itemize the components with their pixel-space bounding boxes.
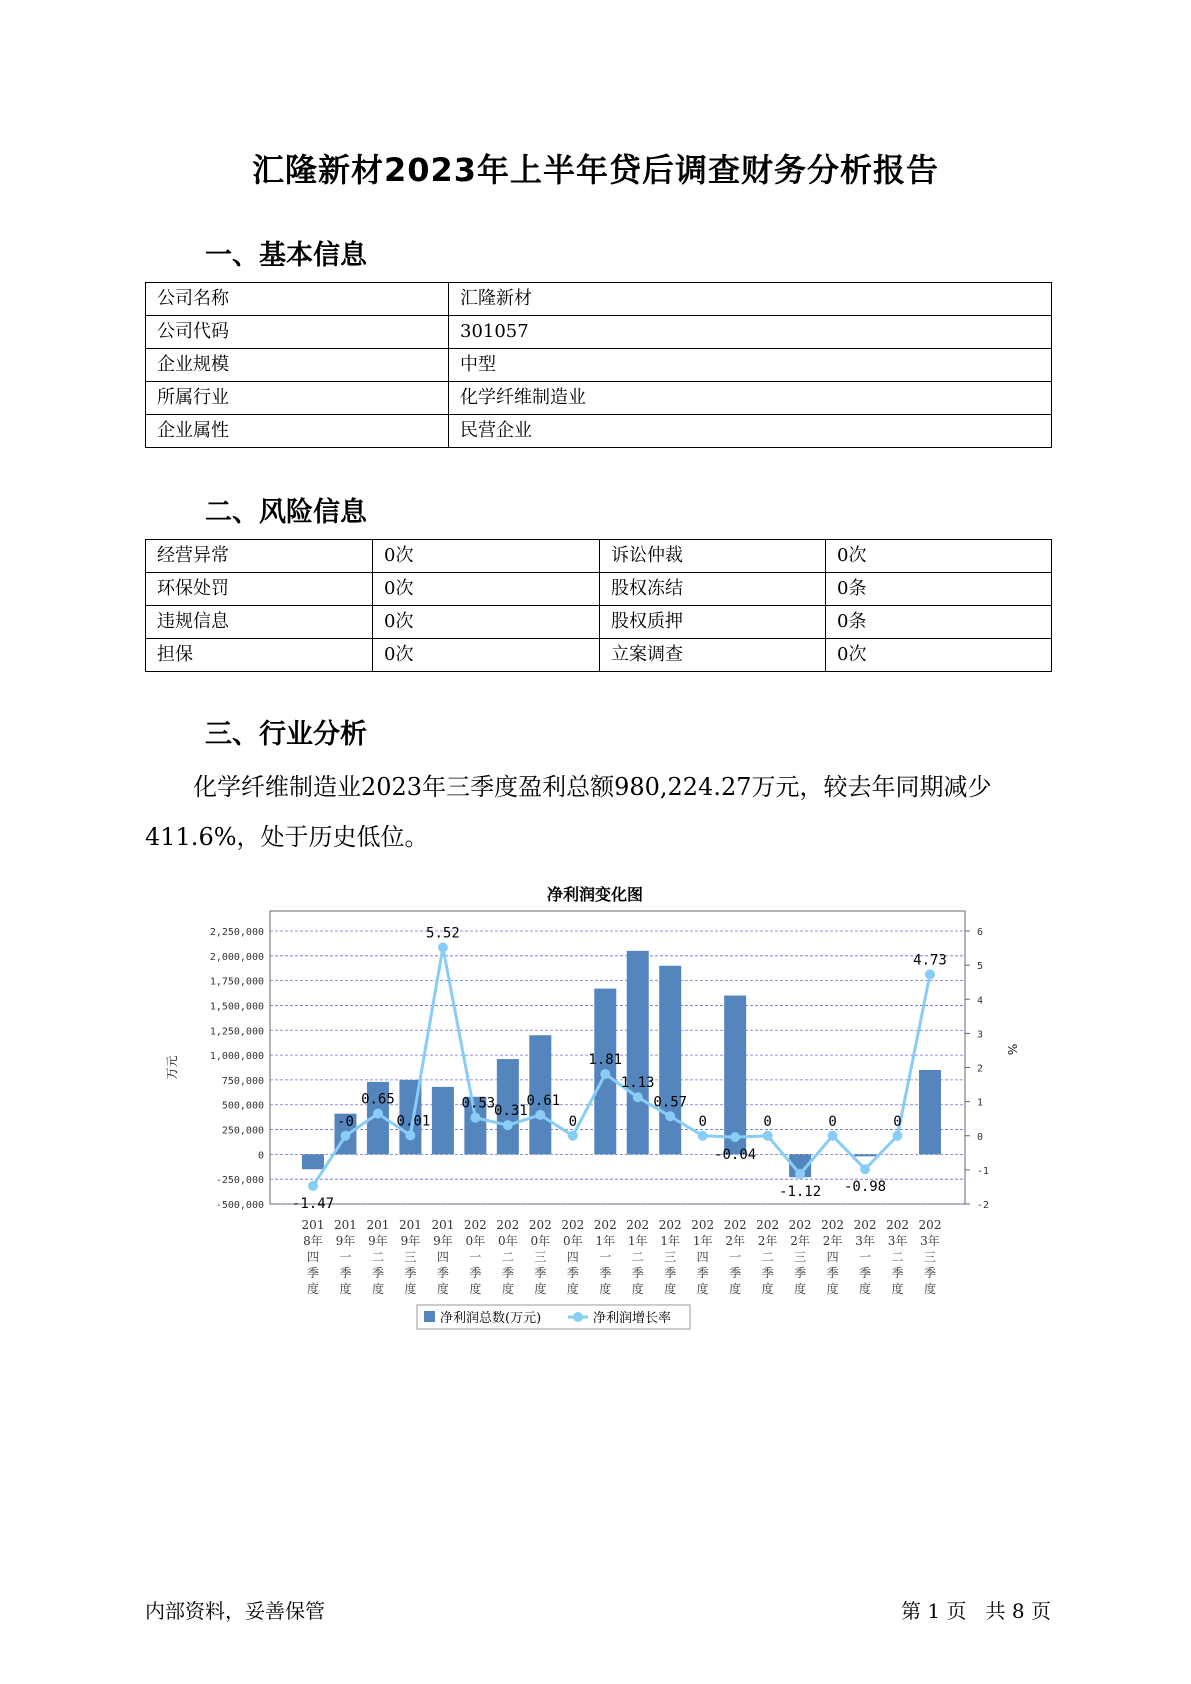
y2-tick-label: 5: [977, 961, 984, 973]
x-tick-label: 度: [371, 1282, 384, 1296]
basic-info-value: 301057: [449, 316, 1052, 349]
data-label: 0.53: [461, 1095, 496, 1112]
basic-info-label: 企业规模: [146, 349, 449, 382]
x-tick-label: 季: [404, 1266, 417, 1280]
growth-rate-point: [860, 1164, 870, 1174]
bar: [919, 1070, 941, 1154]
y-tick-label: 2,250,000: [209, 927, 264, 938]
y-tick-label: 2,000,000: [209, 951, 264, 963]
risk-info-value: 0条: [826, 573, 1052, 606]
x-tick-label: 度: [469, 1282, 482, 1296]
x-tick-label: 9年: [368, 1234, 388, 1248]
x-tick-label: 季: [436, 1266, 449, 1280]
x-tick-label: 3年: [920, 1234, 940, 1248]
x-tick-label: 202: [723, 1218, 747, 1232]
risk-info-value: 0次: [373, 540, 600, 573]
x-tick-label: 三: [664, 1250, 677, 1264]
x-tick-label: 一: [729, 1250, 742, 1264]
x-tick-label: 9年: [335, 1234, 356, 1248]
x-tick-label: 季: [729, 1266, 742, 1280]
x-tick-label: 三: [404, 1250, 417, 1264]
x-tick-label: 201: [366, 1218, 390, 1232]
y-tick-label: -500,000: [215, 1200, 264, 1211]
x-tick-label: 季: [599, 1266, 612, 1280]
data-label: 0: [763, 1113, 772, 1130]
x-tick-label: 3年: [887, 1234, 908, 1248]
basic-info-label: 企业属性: [146, 415, 449, 448]
x-tick-label: 202: [853, 1218, 877, 1232]
x-tick-label: 202: [496, 1218, 520, 1232]
x-tick-label: 一: [469, 1250, 482, 1264]
risk-info-row: [146, 639, 1052, 672]
bar: [432, 1087, 454, 1155]
growth-rate-point: [893, 1131, 903, 1141]
data-label: 0: [828, 1113, 837, 1130]
data-label: 0: [698, 1113, 707, 1130]
basic-info-label: 公司名称: [146, 283, 449, 316]
y-tick-label: 250,000: [221, 1125, 264, 1137]
basic-info-row: [146, 415, 1052, 448]
x-tick-label: 8年: [303, 1234, 323, 1248]
x-tick-label: 度: [306, 1282, 320, 1296]
x-tick-label: 度: [891, 1282, 904, 1296]
x-tick-label: 202: [561, 1218, 585, 1232]
data-label: -0: [337, 1113, 354, 1130]
x-tick-label: 202: [788, 1218, 812, 1232]
x-tick-label: 202: [658, 1218, 682, 1232]
x-tick-label: 季: [469, 1266, 482, 1280]
y2-tick-label: 0: [977, 1131, 984, 1143]
x-tick-label: 三: [534, 1250, 547, 1264]
growth-rate-point: [568, 1131, 578, 1141]
y2-axis-label: %: [1005, 1043, 1019, 1056]
x-tick-label: 季: [923, 1266, 937, 1280]
y2-tick-label: 3: [977, 1029, 984, 1041]
data-label: 5.52: [426, 925, 460, 942]
x-tick-label: 度: [534, 1282, 547, 1296]
data-label: 0.61: [526, 1092, 561, 1109]
growth-rate-point: [470, 1113, 480, 1123]
bar: [724, 996, 746, 1155]
x-tick-label: 季: [664, 1266, 677, 1280]
x-tick-label: 202: [593, 1218, 617, 1232]
risk-info-label: 环保处罚: [146, 573, 373, 606]
x-tick-label: 季: [371, 1266, 384, 1280]
x-tick-label: 202: [918, 1218, 942, 1232]
basic-info-value: 汇隆新材: [449, 283, 1052, 316]
basic-info-value: 化学纤维制造业: [449, 382, 1052, 415]
risk-info-label: 立案调查: [600, 639, 826, 672]
x-tick-label: 一: [339, 1250, 352, 1264]
report-title: 汇隆新材2023年上半年贷后调查财务分析报告: [251, 151, 940, 189]
x-tick-label: 二: [631, 1250, 644, 1264]
risk-info-label: 诉讼仲裁: [600, 540, 826, 573]
bar: [302, 1154, 324, 1169]
data-label: 0.57: [653, 1094, 688, 1111]
bar: [627, 951, 649, 1155]
growth-rate-point: [600, 1069, 610, 1079]
risk-info-value: 0次: [826, 540, 1052, 573]
growth-rate-point: [405, 1130, 415, 1140]
risk-info-label: 股权冻结: [600, 573, 826, 606]
x-tick-label: 度: [761, 1282, 774, 1296]
y2-tick-label: 2: [977, 1063, 984, 1075]
x-tick-label: 四: [826, 1250, 839, 1264]
legend-line-label: 净利润增长率: [593, 1311, 672, 1326]
bar: [854, 1154, 876, 1156]
x-tick-label: 0年: [465, 1234, 486, 1248]
x-tick-label: 二: [891, 1250, 904, 1264]
growth-rate-point: [665, 1111, 675, 1121]
y-tick-label: 750,000: [221, 1075, 264, 1087]
x-tick-label: 3年: [855, 1234, 875, 1248]
x-tick-label: 季: [631, 1266, 644, 1280]
x-tick-label: 202: [821, 1218, 845, 1232]
legend-bar-swatch: [424, 1311, 435, 1322]
risk-info-label: 担保: [146, 639, 373, 672]
net-profit-chart-svg: [160, 876, 1030, 1336]
growth-rate-point: [308, 1181, 318, 1191]
x-tick-label: 202: [528, 1218, 552, 1232]
x-tick-label: 202: [691, 1218, 715, 1232]
x-tick-label: 度: [566, 1282, 579, 1296]
y-tick-label: 1,500,000: [209, 1001, 264, 1013]
y2-tick-label: 4: [977, 995, 984, 1007]
x-tick-label: 度: [631, 1282, 644, 1296]
x-tick-label: 二: [371, 1250, 384, 1264]
growth-rate-point: [698, 1131, 708, 1141]
x-tick-label: 四: [566, 1250, 579, 1264]
x-tick-label: 一: [599, 1250, 612, 1264]
growth-rate-point: [503, 1120, 513, 1130]
risk-info-table: [145, 539, 1052, 672]
x-tick-label: 202: [463, 1218, 487, 1232]
x-tick-label: 季: [761, 1266, 774, 1280]
basic-info-row: [146, 316, 1052, 349]
x-tick-label: 2年: [725, 1234, 745, 1248]
x-tick-label: 季: [306, 1266, 320, 1280]
y-tick-label: 0: [257, 1150, 264, 1162]
x-tick-label: 2年: [757, 1234, 778, 1248]
basic-info-row: [146, 382, 1052, 415]
x-tick-label: 度: [826, 1282, 839, 1296]
x-tick-label: 度: [599, 1282, 612, 1296]
risk-info-value: 0次: [373, 606, 600, 639]
x-tick-label: 度: [794, 1282, 807, 1296]
x-tick-label: 季: [534, 1266, 547, 1280]
growth-rate-point: [925, 969, 935, 979]
y2-tick-label: -2: [977, 1200, 990, 1211]
x-tick-label: 度: [664, 1282, 677, 1296]
x-tick-label: 季: [566, 1266, 579, 1280]
x-tick-label: 1年: [692, 1234, 713, 1248]
y2-tick-label: 1: [977, 1097, 984, 1109]
data-label: 0: [568, 1113, 578, 1130]
x-tick-label: 季: [696, 1266, 709, 1280]
growth-rate-point: [730, 1132, 740, 1142]
x-tick-label: 三: [794, 1250, 807, 1264]
x-tick-label: 度: [859, 1282, 872, 1296]
y-tick-label: 500,000: [221, 1100, 264, 1112]
risk-info-value: 0次: [826, 639, 1052, 672]
x-tick-label: 1年: [627, 1234, 648, 1248]
basic-info-label: 公司代码: [146, 316, 449, 349]
basic-info-table: [145, 282, 1052, 448]
chart-title: 净利润变化图: [546, 885, 644, 904]
y-tick-label: 1,000,000: [209, 1051, 264, 1063]
basic-info-value: 中型: [449, 349, 1052, 382]
y2-tick-label: 6: [977, 927, 984, 938]
growth-rate-point: [828, 1131, 838, 1141]
x-tick-label: 0年: [498, 1234, 518, 1248]
growth-rate-point: [340, 1131, 350, 1141]
x-tick-label: 1年: [595, 1234, 616, 1248]
risk-info-value: 0次: [373, 573, 600, 606]
risk-info-row: [146, 573, 1052, 606]
basic-info-label: 所属行业: [146, 382, 449, 415]
data-label: 1.81: [588, 1051, 623, 1068]
x-tick-label: 度: [501, 1282, 514, 1296]
industry-paragraph: 化学纤维制造业2023年三季度盈利总额980,224.27万元，较去年同期减少411.6%，处于历史低位。: [145, 773, 992, 851]
growth-rate-point: [535, 1110, 545, 1120]
footer-page-number: 第 1 页 共 8 页: [901, 1599, 1051, 1623]
x-tick-label: 度: [729, 1282, 742, 1296]
data-label: 4.73: [913, 952, 947, 969]
risk-info-label: 违规信息: [146, 606, 373, 639]
x-tick-label: 季: [501, 1266, 514, 1280]
net-profit-chart: [160, 876, 1030, 1336]
x-tick-label: 2年: [822, 1234, 843, 1248]
growth-rate-point: [438, 942, 448, 952]
y2-tick-label: -1: [977, 1165, 990, 1177]
x-tick-label: 度: [339, 1282, 352, 1296]
data-label: 0.31: [493, 1103, 528, 1120]
x-tick-label: 度: [436, 1282, 449, 1296]
footer-confidential: 内部资料，妥善保管: [145, 1599, 325, 1623]
data-label: 0.65: [361, 1091, 395, 1108]
x-tick-label: 9年: [433, 1234, 453, 1248]
x-tick-label: 季: [891, 1266, 904, 1280]
x-tick-label: 度: [696, 1282, 709, 1296]
risk-info-row: [146, 606, 1052, 639]
x-tick-label: 三: [923, 1250, 937, 1264]
x-tick-label: 201: [431, 1218, 455, 1232]
data-label: 0.01: [396, 1113, 431, 1130]
risk-info-label: 经营异常: [146, 540, 373, 573]
x-tick-label: 201: [301, 1218, 325, 1232]
basic-info-value: 民营企业: [449, 415, 1052, 448]
x-tick-label: 季: [794, 1266, 807, 1280]
data-label: 0: [893, 1113, 902, 1130]
growth-rate-point: [633, 1092, 643, 1102]
section-heading-industry: 三、行业分析: [205, 719, 367, 750]
risk-info-row: [146, 540, 1052, 573]
x-tick-label: 季: [859, 1266, 872, 1280]
growth-rate-point: [795, 1169, 805, 1179]
risk-info-label: 股权质押: [600, 606, 826, 639]
y-tick-label: 1,250,000: [209, 1026, 264, 1038]
x-tick-label: 季: [339, 1266, 352, 1280]
x-tick-label: 季: [826, 1266, 839, 1280]
x-tick-label: 201: [334, 1218, 357, 1232]
x-tick-label: 一: [859, 1250, 872, 1264]
legend-line-marker: [573, 1312, 583, 1322]
data-label: -0.04: [714, 1147, 757, 1164]
risk-info-value: 0次: [373, 639, 600, 672]
y-tick-label: 1,750,000: [209, 976, 264, 988]
data-label: -1.12: [779, 1183, 822, 1200]
section-heading-risk: 二、风险信息: [205, 497, 367, 528]
x-tick-label: 二: [761, 1250, 774, 1264]
basic-info-row: [146, 349, 1052, 382]
x-tick-label: 度: [923, 1282, 937, 1296]
x-tick-label: 四: [436, 1250, 449, 1264]
data-label: 1.13: [620, 1075, 655, 1092]
legend-bar-label: 净利润总数(万元): [440, 1311, 542, 1326]
data-label: -1.47: [291, 1195, 335, 1212]
x-tick-label: 2年: [790, 1234, 810, 1248]
bar: [659, 966, 681, 1155]
x-tick-label: 四: [696, 1250, 709, 1264]
basic-info-row: [146, 283, 1052, 316]
x-tick-label: 二: [501, 1250, 514, 1264]
x-tick-label: 四: [306, 1250, 320, 1264]
risk-info-value: 0条: [826, 606, 1052, 639]
section-heading-basic: 一、基本信息: [205, 240, 367, 271]
x-tick-label: 度: [404, 1282, 417, 1296]
x-tick-label: 9年: [400, 1234, 421, 1248]
x-tick-label: 0年: [562, 1234, 583, 1248]
y-axis-label: 万元: [165, 1055, 179, 1080]
data-label: -0.98: [843, 1179, 887, 1196]
x-tick-label: 1年: [660, 1234, 681, 1248]
x-tick-label: 202: [626, 1218, 650, 1232]
y-tick-label: -250,000: [215, 1175, 264, 1187]
x-tick-label: 0年: [530, 1234, 551, 1248]
x-tick-label: 202: [886, 1218, 909, 1232]
growth-rate-point: [373, 1109, 383, 1119]
growth-rate-point: [763, 1131, 773, 1141]
x-tick-label: 201: [398, 1218, 422, 1232]
x-tick-label: 202: [756, 1218, 780, 1232]
